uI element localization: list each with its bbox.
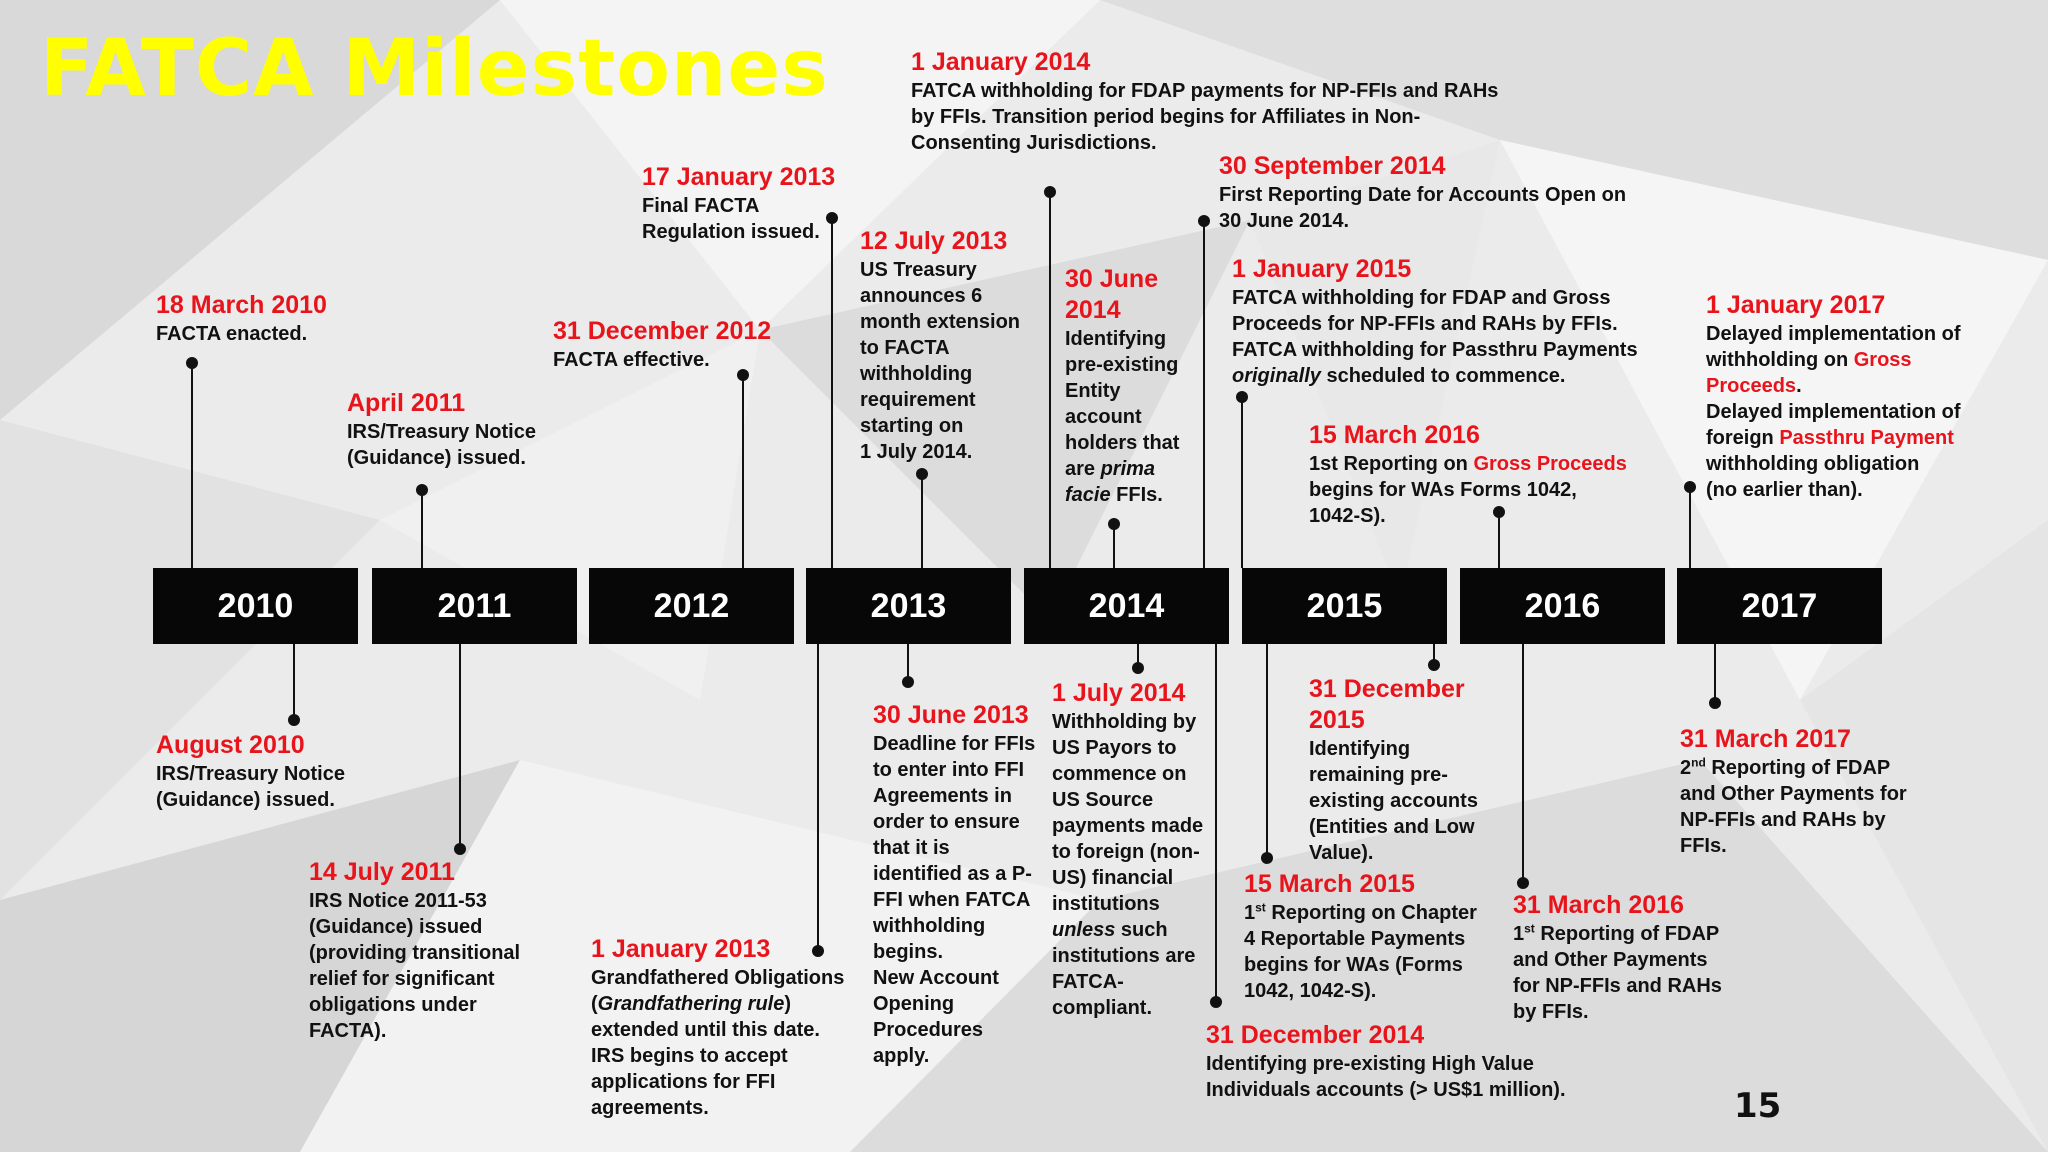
milestone-text: existing accounts [1309,790,1478,812]
milestone-text: 2 [1680,757,1692,779]
milestone-text: begins for WAs (Forms [1244,954,1463,976]
milestone-text: FFIs. [1680,835,1727,857]
milestone-text: account [1065,406,1142,428]
milestone-2013-01-grandfathered [591,934,844,1121]
milestone-text: Deadline for FFIs [873,733,1036,755]
milestone-text: Agreements in [873,785,1012,807]
milestone-text: identified as a P- [873,863,1032,885]
milestone-text: Gross [1853,349,1912,371]
milestone-text: to foreign (non- [1052,841,1200,863]
milestone-text: applications for FFI [591,1071,776,1093]
milestone-text: withholding obligation [1706,453,1920,475]
milestone-text: ) [784,993,792,1015]
milestone-text: Reporting of FDAP [1534,923,1720,945]
milestone-text: 1 [1513,923,1525,945]
milestone-date: 1 July 2014 [1052,679,1186,707]
milestone-text: st [1524,921,1535,936]
milestone-date: 2014 [1065,296,1121,324]
slide-title: FATCA Milestones [40,24,829,114]
milestone-text: New Account [873,967,999,989]
milestone-date: 17 January 2013 [642,163,836,191]
milestone-text: apply. [873,1045,930,1067]
milestone-text: agreements. [591,1097,709,1119]
milestone-text: Reporting of FDAP [1705,757,1891,779]
milestone-date: 31 December [1309,675,1465,703]
milestone-2017-03 [1680,724,1907,859]
milestone-text: commence on [1052,763,1187,785]
year-box-2014: 2014 [1024,568,1229,644]
milestone-text: starting on [860,415,964,437]
year-box-2015: 2015 [1242,568,1447,644]
milestone-date: 31 March 2016 [1513,891,1684,919]
milestone-text: obligations under [309,994,477,1016]
milestone-2015-01 [1232,254,1638,389]
milestone-date: 30 June 2013 [873,701,1029,729]
milestone-date: 30 September 2014 [1219,152,1446,180]
milestone-text: Proceeds [1706,375,1797,397]
milestone-text: foreign [1706,427,1780,449]
milestone-text: FFIs. [1110,484,1163,506]
milestone-date: 30 June [1065,265,1159,293]
milestone-text: by FFIs. Transition period begins for Affiliates in Non- [911,106,1421,128]
milestone-text: 1 [1244,902,1256,924]
milestone-text: Gross Proceeds [1473,453,1627,475]
milestone-text: announces 6 [860,285,983,307]
milestone-text: Identifying [1309,738,1411,760]
milestone-text: NP-FFIs and RAHs by [1680,809,1886,831]
milestone-text: withholding on [1706,349,1854,371]
milestone-text: Individuals accounts (> US$1 million). [1206,1079,1566,1101]
milestone-text: FATCA withholding for FDAP and Gross [1232,287,1611,309]
milestone-text: IRS/Treasury Notice [156,763,345,785]
milestone-text: for NP-FFIs and RAHs [1513,975,1722,997]
milestone-text: order to ensure [873,811,1020,833]
milestone-text: by FFIs. [1513,1001,1589,1023]
milestone-text: extended until this date. [591,1019,820,1041]
milestone-date: 31 December 2012 [553,317,772,345]
milestone-2010-08 [156,730,345,813]
milestone-text: pre-existing [1065,354,1179,376]
milestone-date: August 2010 [156,731,305,759]
milestone-text: institutions are [1052,945,1196,967]
milestone-date: 1 January 2013 [591,935,771,963]
milestone-text: 30 June 2014. [1219,210,1350,232]
milestone-text: IRS/Treasury Notice [347,421,536,443]
milestone-text: Reporting on Chapter [1265,902,1477,924]
milestone-text: Delayed implementation of [1706,323,1961,345]
milestone-date: April 2011 [347,389,466,417]
milestone-text: 4 Reportable Payments [1244,928,1466,950]
milestone-date: 15 March 2016 [1309,421,1480,449]
milestone-text: Regulation issued. [642,221,820,243]
year-box-2010: 2010 [153,568,358,644]
milestone-2011-07 [309,857,520,1044]
milestone-text: IRS begins to accept [591,1045,788,1067]
year-box-2016: 2016 [1460,568,1665,644]
milestone-text: . [1796,375,1802,397]
milestone-text: (Guidance) issued [309,916,483,938]
milestone-text: FFI when FATCA [873,889,1031,911]
milestone-text: originally [1232,365,1321,387]
milestone-text: (providing transitional [309,942,521,964]
milestone-date: 15 March 2015 [1244,870,1415,898]
milestone-text: (Guidance) issued. [347,447,526,469]
year-box-2017: 2017 [1677,568,1882,644]
milestone-text: US) financial [1052,867,1174,889]
milestone-2013-06 [873,700,1035,1069]
milestone-date: 1 January 2015 [1232,255,1412,283]
milestone-2015-03 [1244,869,1477,1004]
milestone-text: Consenting Jurisdictions. [911,132,1157,154]
milestone-text: holders that [1065,432,1180,454]
milestone-text: (Guidance) issued. [156,789,335,811]
milestone-text: (no earlier than). [1706,479,1863,501]
year-box-2013: 2013 [806,568,1011,644]
milestone-text: FACTA). [309,1020,387,1042]
milestone-text: Proceeds for NP-FFIs and RAHs by FFIs. [1232,313,1618,335]
milestone-2017-01 [1706,290,1961,503]
milestone-text: institutions [1052,893,1160,915]
year-box-2011: 2011 [372,568,577,644]
milestone-text: remaining pre- [1309,764,1448,786]
milestone-date: 31 December 2014 [1206,1021,1425,1049]
milestone-text: prima [1100,458,1156,480]
milestone-date: 2015 [1309,706,1365,734]
milestone-text: US Payors to [1052,737,1177,759]
milestone-text: withholding [860,363,973,385]
milestone-2013-01-final-regs [642,162,835,245]
milestone-2015-12 [1309,674,1478,866]
milestone-text: compliant. [1052,997,1153,1019]
milestone-text: Identifying [1065,328,1167,350]
milestone-2010-03 [156,290,327,347]
milestone-text: Opening [873,993,955,1015]
milestone-date: 18 March 2010 [156,291,327,319]
milestone-2016-03-gross [1309,420,1627,529]
milestone-text: FACTA enacted. [156,323,308,345]
milestone-text: that it is [873,837,950,859]
milestone-2013-07 [860,226,1020,465]
milestone-text: IRS Notice 2011-53 [309,890,487,912]
milestone-text: Entity [1065,380,1121,402]
milestone-2014-12 [1206,1020,1566,1103]
milestone-text: month extension [860,311,1021,333]
milestone-text: Passthru Payment [1779,427,1954,449]
milestone-text: facie [1065,484,1111,506]
milestone-date: 12 July 2013 [860,227,1008,255]
milestone-text: Identifying pre-existing High Value [1206,1053,1534,1075]
milestone-text: 1st Reporting on [1309,453,1474,475]
milestone-text: to FACTA [860,337,950,359]
milestone-2014-06 [1065,264,1179,508]
milestone-text: requirement [860,389,976,411]
milestone-date: 1 January 2014 [911,48,1091,76]
milestone-text: and Other Payments for [1680,783,1907,805]
milestone-2011-04 [347,388,536,471]
milestone-text: Delayed implementation of [1706,401,1961,423]
milestone-text: payments made [1052,815,1204,837]
milestone-text: 1042, 1042-S). [1244,980,1377,1002]
milestone-text: (Entities and Low [1309,816,1475,838]
milestone-text: First Reporting Date for Accounts Open on [1219,184,1627,206]
milestone-text: withholding [873,915,986,937]
milestone-text: and Other Payments [1513,949,1708,971]
milestone-text: Grandfathered Obligations [591,967,845,989]
milestone-text: Grandfathering rule [597,993,785,1015]
milestone-text: Value). [1309,842,1374,864]
milestone-date: 31 March 2017 [1680,725,1851,753]
milestone-2016-03-fdap [1513,890,1722,1025]
year-box-2012: 2012 [589,568,794,644]
milestone-text: relief for significant [309,968,495,990]
milestone-date: 1 January 2017 [1706,291,1886,319]
milestone-text: US Source [1052,789,1154,811]
milestone-text: such [1115,919,1168,941]
milestone-text: begins. [873,941,944,963]
milestone-text: nd [1691,755,1706,770]
milestone-2014-01 [911,47,1498,156]
milestone-2012-12 [553,316,771,373]
milestone-2014-09 [1219,151,1626,234]
milestone-text: FATCA withholding for Passthru Payments [1232,339,1638,361]
milestone-text: FATCA withholding for FDAP payments for NP-FFIs and RAHs [911,80,1499,102]
milestone-text: FACTA effective. [553,349,710,371]
milestone-text: st [1255,900,1266,915]
milestone-text: FATCA- [1052,971,1124,993]
milestone-text: Withholding by [1052,711,1197,733]
milestone-text: scheduled to commence. [1320,365,1566,387]
milestone-text: ( [591,993,598,1015]
milestone-text: Final FACTA [642,195,760,217]
milestone-text: 1 July 2014. [860,441,973,463]
milestone-text: US Treasury [860,259,977,281]
page-number: 15 [1734,1086,1782,1126]
milestone-date: 14 July 2011 [309,858,455,886]
milestone-text: 1042-S). [1309,505,1386,527]
milestone-text: are [1065,458,1101,480]
milestone-text: unless [1052,919,1116,941]
milestone-2014-07 [1052,678,1203,1021]
milestone-text: Procedures [873,1019,984,1041]
milestone-text: to enter into FFI [873,759,1025,781]
milestone-text: begins for WAs Forms 1042, [1309,479,1577,501]
